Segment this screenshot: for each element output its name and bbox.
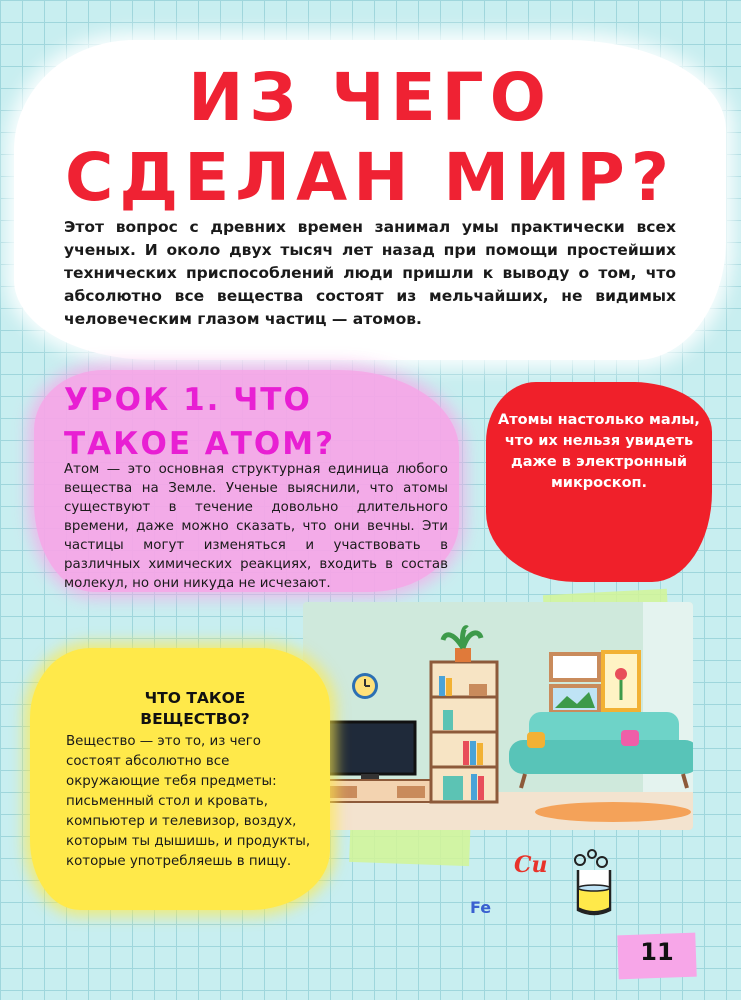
fact-text: Атомы настолько малы, что их нельзя увидеть даже в электронный микроскоп. (498, 412, 700, 491)
lesson-text: Атом — это основная структурная единица любого вещества на Земле. Ученые выяснили, что атомы существуют в течение довольно длительного времени, даже можно сказать, что они вечны. Эти частицы могут изменяться и участвовать в различных химических реакциях, входить в состав молекул, но они никуда не исчезают. (64, 462, 448, 591)
fe-doodle: Fe (470, 898, 492, 917)
substance-text: Вещество — это то, из чего состоят абсолютно все окружающие тебя предметы: письменный стол и кровать, компьютер и телевизор, воздух, которым ты дышишь, и продукты, которые употребляешь в пищу. (66, 734, 311, 869)
page-number: 11 (640, 938, 674, 966)
room-illustration (303, 602, 693, 830)
cu-doodle: Cu (514, 852, 548, 878)
beaker-doodle-icon (564, 848, 624, 918)
lesson-title: УРОК 1. ЧТО ТАКОЕ АТОМ? (64, 382, 336, 462)
intro-paragraph: Этот вопрос с древних времен занимал умы практически всех ученых. И около двух тысяч лет назад при помощи простейших технических приспособлений люди пришли к выводу о том, что абсолютно все вещества состоят из мельчайших, не видимых человеческим глазом частиц — атомов. (64, 218, 676, 328)
substance-title: ЧТО ТАКОЕ ВЕЩЕСТВО? (140, 689, 250, 728)
living-room-image (303, 602, 693, 830)
page-title: ИЗ ЧЕГО СДЕЛАН МИР? (65, 59, 675, 216)
